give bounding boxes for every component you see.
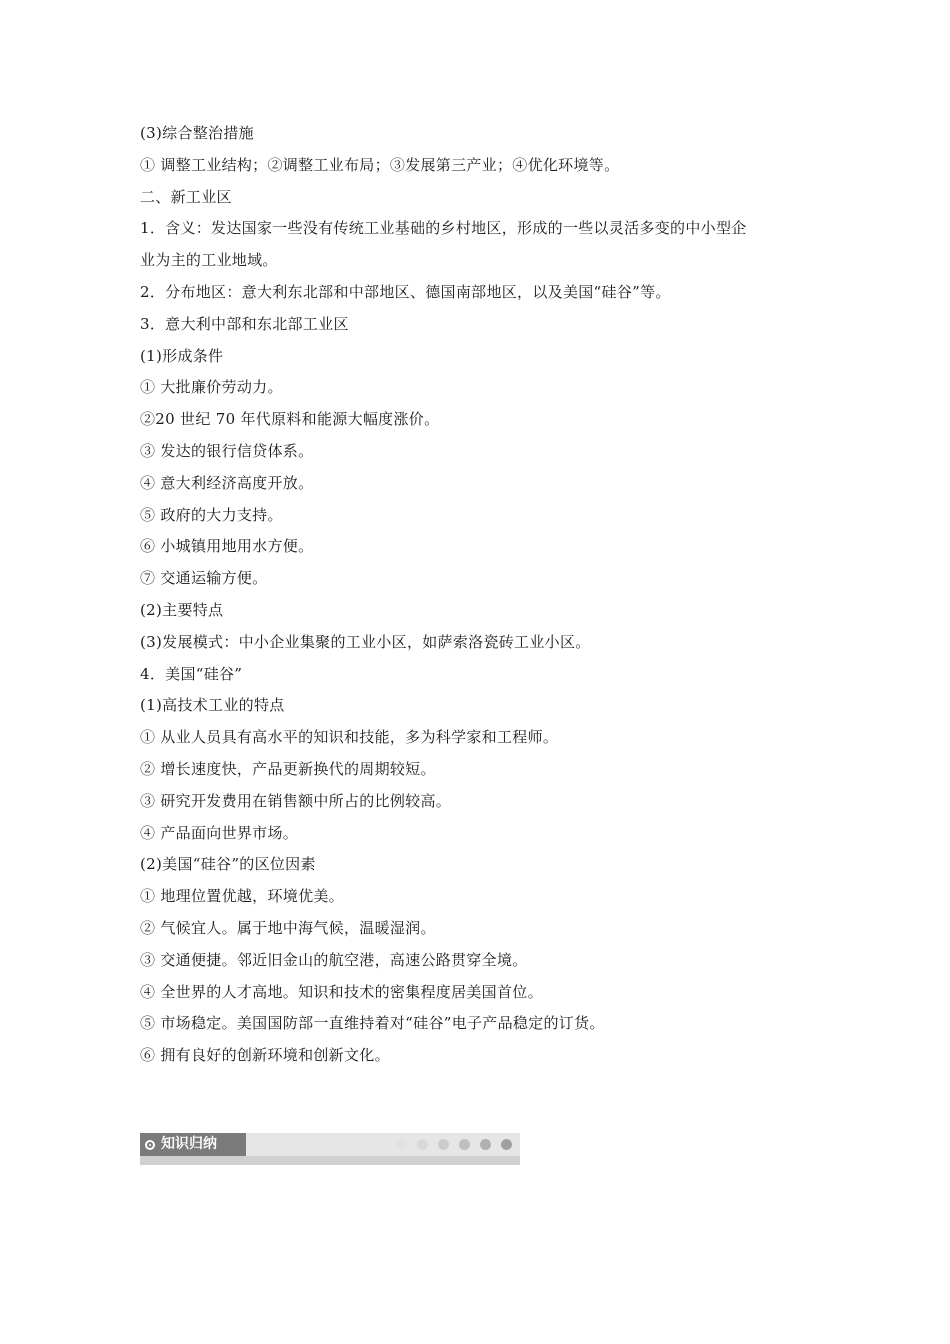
distribution-line: 2．分布地区：意大利东北部和中部地区、德国南部地区，以及美国“硅谷”等。 <box>140 282 671 301</box>
list-item: ③ 研究开发费用在销售额中所占的比例较高。 <box>140 791 452 810</box>
list-item: ① 从业人员具有高水平的知识和技能，多为科学家和工程师。 <box>140 728 559 747</box>
subheading-location-factors: (2)美国“硅谷”的区位因素 <box>140 855 316 874</box>
decorative-dot <box>501 1139 512 1150</box>
banner-label: 知识归纳 <box>161 1136 217 1152</box>
list-item: ⑤ 市场稳定。美国国防部一直维持着对“硅谷”电子产品稳定的订货。 <box>140 1014 605 1033</box>
definition-line-1: 1．含义：发达国家一些没有传统工业基础的乡村地区，形成的一些以灵活多变的中小型企 <box>140 219 747 238</box>
decorative-dot <box>459 1139 470 1150</box>
list-item: ⑥ 小城镇用地用水方便。 <box>140 537 314 556</box>
decorative-dot <box>396 1139 407 1150</box>
heading-integrated-measures: (3)综合整治措施 <box>140 124 254 142</box>
measures-list: ① 调整工业结构；②调整工业布局；③发展第三产业；④优化环境等。 <box>140 155 620 174</box>
subheading-main-features: (2)主要特点 <box>140 600 224 619</box>
list-item: ⑥ 拥有良好的创新环境和创新文化。 <box>140 1046 390 1065</box>
list-item: ① 地理位置优越，环境优美。 <box>140 887 344 906</box>
list-item: ②20 世纪 70 年代原料和能源大幅度涨价。 <box>140 410 440 429</box>
knowledge-summary-banner <box>140 1133 520 1165</box>
list-item: ③ 发达的银行信贷体系。 <box>140 441 314 460</box>
list-item: ⑦ 交通运输方便。 <box>140 569 268 588</box>
banner-label-box <box>140 1133 246 1156</box>
development-model-line: (3)发展模式：中小企业集聚的工业小区，如萨索洛瓷砖工业小区。 <box>140 632 591 651</box>
decorative-dot <box>438 1139 449 1150</box>
document-body <box>140 118 820 1072</box>
section-heading-new-industrial-zone: 二、新工业区 <box>140 187 232 206</box>
list-item: ① 大批廉价劳动力。 <box>140 378 283 397</box>
definition-line-2: 业为主的工业地域。 <box>140 251 278 270</box>
banner-shadow-strip <box>140 1156 520 1165</box>
list-item: ② 气候宜人。属于地中海气候，温暖湿润。 <box>140 918 436 937</box>
heading-italy-zone: 3．意大利中部和东北部工业区 <box>140 314 349 333</box>
list-item: ② 增长速度快，产品更新换代的周期较短。 <box>140 759 436 778</box>
decorative-dot <box>480 1139 491 1150</box>
list-item: ③ 交通便捷。邻近旧金山的航空港，高速公路贯穿全境。 <box>140 950 528 969</box>
target-circle-icon <box>145 1140 155 1150</box>
subheading-high-tech-features: (1)高技术工业的特点 <box>140 696 285 715</box>
decorative-dot <box>417 1139 428 1150</box>
list-item: ④ 产品面向世界市场。 <box>140 823 299 842</box>
subheading-formation-conditions: (1)形成条件 <box>140 346 224 365</box>
list-item: ⑤ 政府的大力支持。 <box>140 505 283 524</box>
list-item: ④ 全世界的人才高地。知识和技术的密集程度居美国首位。 <box>140 982 543 1001</box>
decorative-dots <box>396 1139 512 1150</box>
heading-silicon-valley: 4．美国“硅谷” <box>140 664 243 683</box>
list-item: ④ 意大利经济高度开放。 <box>140 473 314 492</box>
